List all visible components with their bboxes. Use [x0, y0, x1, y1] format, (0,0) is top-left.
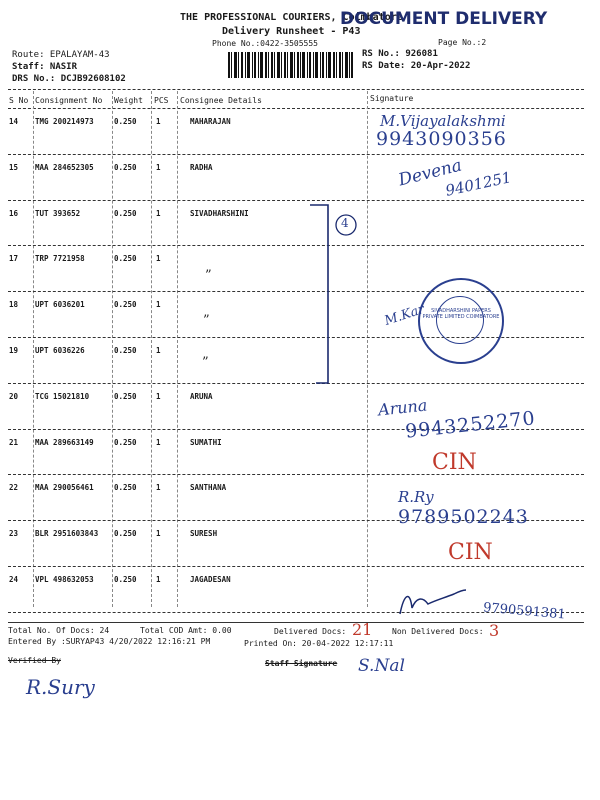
row-pcs: 1	[156, 162, 161, 172]
row-consignment: TUT 393652	[35, 208, 81, 218]
row-pcs: 1	[156, 346, 161, 355]
col-pcs: PCS	[154, 96, 169, 105]
non-delivered-docs-count: 3	[489, 621, 500, 640]
col-weight: Weight	[114, 96, 143, 105]
seal-text: SIVADHARSHINI PAPERS PRIVATE LIMITED COIMBATORE	[422, 308, 500, 320]
row-pcs: 1	[156, 300, 161, 310]
company-name: THE PROFESSIONAL COURIERS, Coimbatore	[180, 12, 403, 23]
row-pcs: 1	[156, 483, 161, 493]
row-sno: 20	[9, 391, 19, 401]
r23-mark: CIN	[448, 540, 493, 565]
col-consignee: Consignee Details	[180, 96, 262, 105]
r18-ditto: ”	[203, 313, 210, 328]
row-consignment: TRP 7721958	[35, 254, 85, 264]
row-separator	[8, 245, 584, 246]
row-weight: 0.250	[114, 162, 137, 172]
drs-number: DRS No.: DCJB92608102	[12, 74, 126, 84]
row-weight: 0.250	[114, 300, 137, 310]
row-consignee: MAHARAJAN	[190, 117, 231, 126]
row-separator	[8, 566, 584, 567]
row-pcs: 1	[156, 117, 161, 126]
row-weight: 0.250	[114, 437, 137, 447]
staff-signature: S.Nal	[358, 656, 405, 676]
r21-mark: CIN	[432, 450, 477, 475]
row-sno: 17	[9, 254, 19, 264]
row-consignment: VPL 498632053	[35, 575, 94, 584]
row-consignment: TCG 15021810	[35, 391, 90, 401]
staff: Staff: NASIR	[12, 62, 78, 72]
row-pcs: 1	[156, 575, 161, 584]
row-consignment: MAA 289663149	[35, 437, 94, 447]
staff-signature-label: Staff Signature	[265, 659, 338, 668]
document-delivery-stamp: DOCUMENT DELIVERY	[340, 9, 548, 29]
total-docs: Total No. Of Docs: 24	[8, 626, 110, 635]
r24-signature	[392, 584, 472, 620]
row-sno: 14	[9, 117, 19, 126]
header-rule-top	[8, 89, 584, 90]
col-divider-2	[112, 91, 113, 607]
col-divider-1	[33, 91, 34, 607]
row-weight: 0.250	[114, 346, 137, 355]
row-weight: 0.250	[114, 208, 137, 218]
row-weight: 0.250	[114, 254, 137, 264]
r16-mark: 4	[341, 216, 349, 230]
page-number: Page No.:2	[438, 38, 487, 47]
entered-by: Entered By :SURYAP43 4/20/2022 12:16:21 PM	[8, 637, 211, 646]
row-sno: 16	[9, 208, 19, 218]
r24-number: 9790591381	[482, 600, 567, 623]
row-consignee: SANTHANA	[190, 483, 227, 493]
row-separator	[8, 291, 584, 292]
row-pcs: 1	[156, 391, 161, 401]
verified-by-label: Verified By	[8, 656, 61, 665]
row-separator	[8, 154, 584, 155]
r18-signature: M.Kar	[382, 302, 427, 329]
row-consignee: SIVADHARSHINI	[190, 208, 249, 218]
row-weight: 0.250	[114, 483, 137, 493]
rs-number: RS No.: 926081	[362, 49, 438, 59]
delivered-docs-label: Delivered Docs:	[274, 627, 347, 636]
delivered-docs-count: 21	[352, 620, 373, 639]
col-sno: S No	[9, 96, 29, 105]
r14-phone: 9943090356	[376, 128, 507, 150]
row-consignee: SURESH	[190, 529, 218, 539]
row-consignment: MAA 284652305	[35, 162, 94, 172]
row-pcs: 1	[156, 254, 161, 264]
company-seal	[418, 278, 504, 364]
row-pcs: 1	[156, 529, 161, 539]
r22-phone: 9789502243	[398, 506, 529, 528]
r20-signature: Aruna	[377, 395, 429, 420]
row-consignment: BLR 2951603843	[35, 529, 99, 539]
row-consignee: JAGADESAN	[190, 575, 231, 584]
col-divider-4	[177, 91, 178, 607]
printed-on: Printed On: 20-04-2022 12:17:11	[244, 639, 394, 648]
col-divider-3	[151, 91, 152, 607]
ditto-bracket	[300, 196, 370, 391]
row-sno: 22	[9, 483, 19, 493]
r22-signature: R.Ry	[398, 488, 434, 506]
row-separator	[8, 383, 584, 384]
row-consignment: UPT 6036201	[35, 300, 85, 310]
row-consignment: UPT 6036226	[35, 346, 85, 355]
row-separator	[8, 200, 584, 201]
r19-ditto: ”	[202, 355, 209, 370]
row-weight: 0.250	[114, 529, 137, 539]
runsheet-title: Delivery Runsheet - P43	[222, 26, 361, 37]
row-sno: 24	[9, 575, 19, 584]
route: Route: EPALAYAM-43	[12, 50, 110, 60]
r15-number: 9401251	[443, 168, 513, 200]
row-sno: 21	[9, 437, 19, 447]
col-consignment: Consignment No	[35, 96, 103, 105]
row-consignee: RADHA	[190, 162, 213, 172]
r20-phone: 9943252270	[404, 407, 537, 443]
row-pcs: 1	[156, 437, 161, 447]
row-consignment: TMG 200214973	[35, 117, 94, 126]
rs-date: RS Date: 20-Apr-2022	[362, 61, 471, 71]
row-consignment: MAA 290056461	[35, 483, 94, 493]
r14-signature: M.Vijayalakshmi	[380, 112, 506, 130]
col-signature: Signature	[370, 94, 414, 103]
row-weight: 0.250	[114, 575, 137, 584]
verified-signature: R.Sury	[26, 675, 95, 699]
seal-inner-ring	[436, 296, 484, 344]
row-pcs: 1	[156, 208, 161, 218]
row-weight: 0.250	[114, 117, 137, 126]
row-separator	[8, 474, 584, 475]
row-consignee: ARUNA	[190, 391, 213, 401]
barcode-graphic	[228, 52, 353, 78]
row-weight: 0.250	[114, 391, 137, 401]
non-delivered-docs-label: Non Delivered Docs:	[392, 627, 484, 636]
header-rule-bottom	[8, 108, 584, 109]
r17-ditto: ”	[205, 268, 212, 283]
row-sno: 18	[9, 300, 19, 310]
row-sno: 19	[9, 346, 19, 355]
row-sno: 15	[9, 162, 19, 172]
r15-signature: Devena	[396, 155, 464, 191]
phone-number: Phone No.:0422-3505555	[212, 39, 318, 48]
barcode	[228, 52, 353, 78]
row-sno: 23	[9, 529, 19, 539]
total-cod: Total COD Amt: 0.00	[140, 626, 232, 635]
row-consignee: SUMATHI	[190, 437, 222, 447]
